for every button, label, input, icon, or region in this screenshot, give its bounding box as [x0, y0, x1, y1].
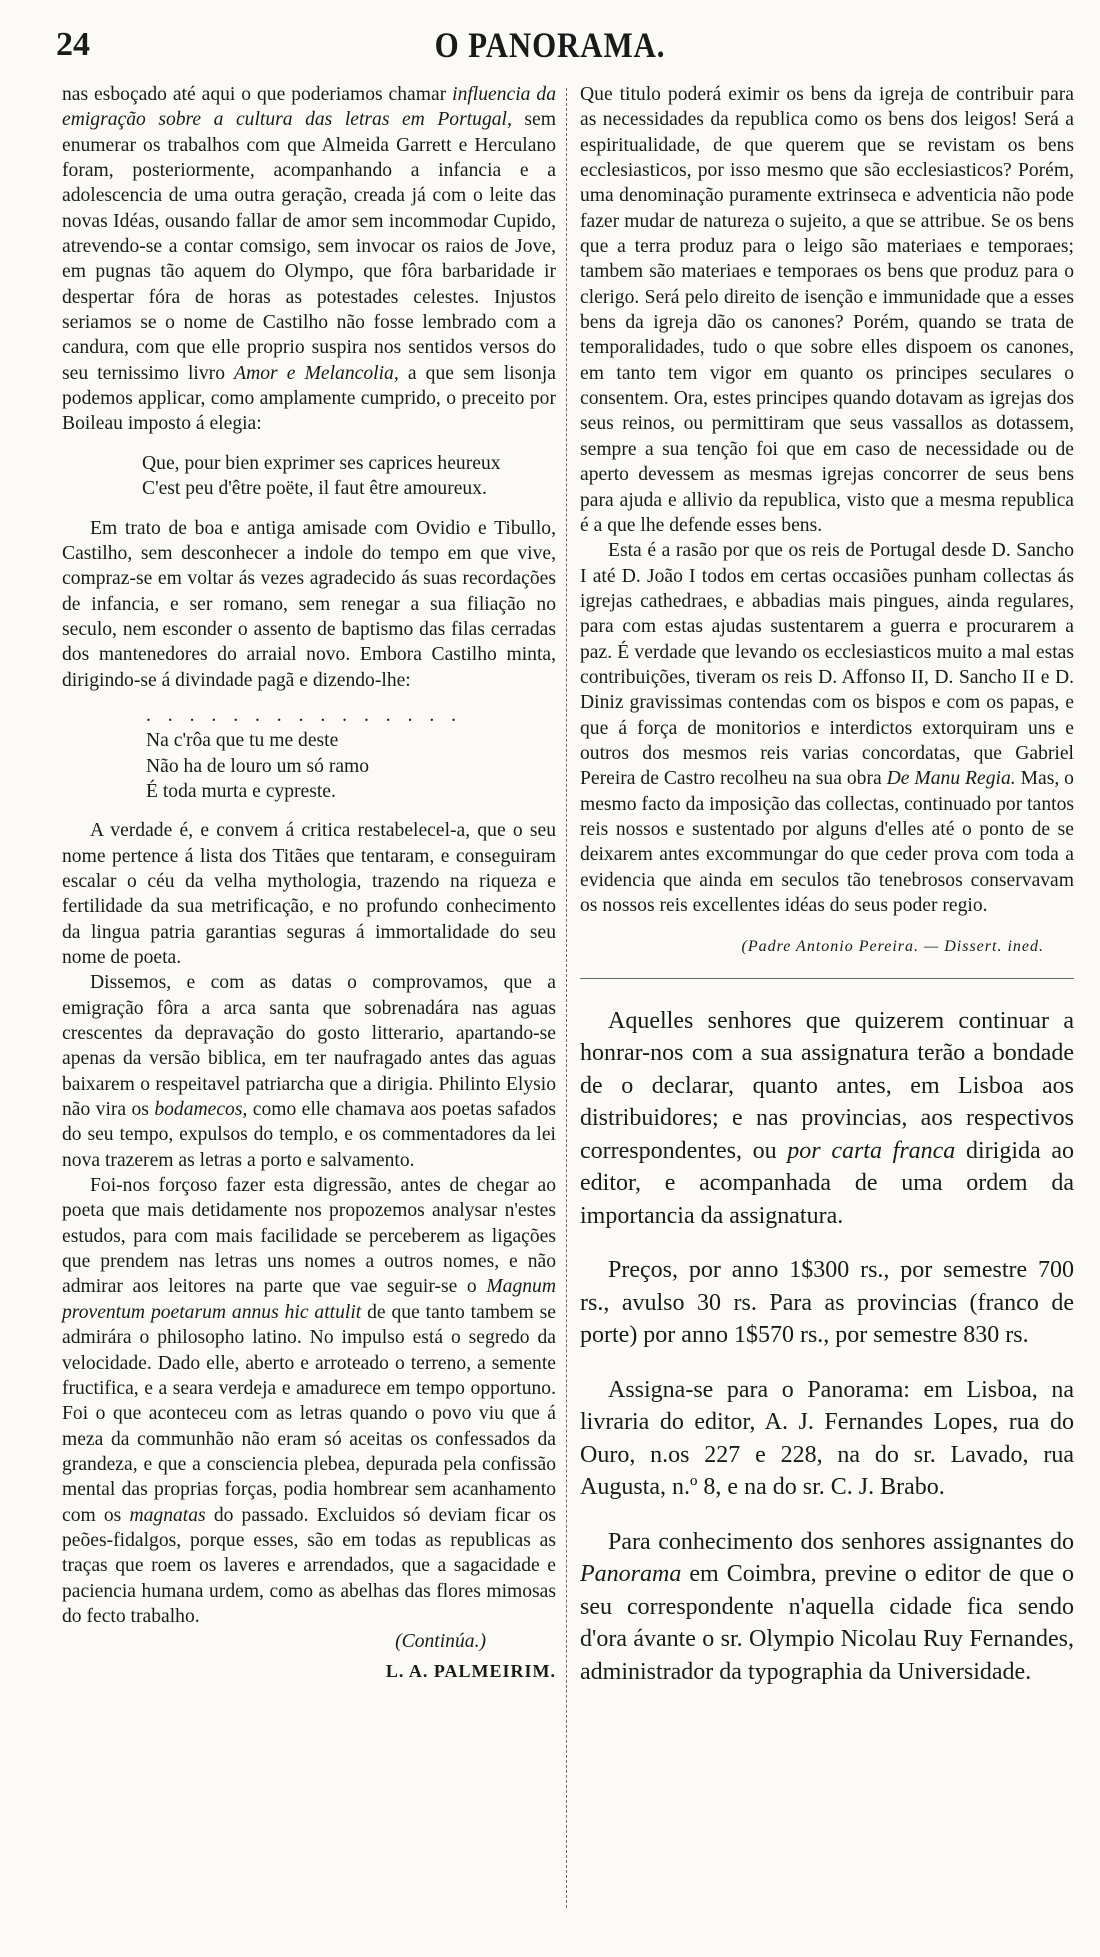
continued-note: (Continúa.): [395, 1631, 486, 1653]
text-run: sem enumerar os trabalhos com que Almeida Garrett e Herculano foram, posteriormente, acompanhando a infancia e a adolescencia de uma outra geração, creada já com o leite das novas Idéas, ousando fallar de amor sem incommodar Cupido, atrevendo-se a contar comsigo, sem invocar os raios de Jove, em pugnas tão aquem do Olympo, que fôra barbaridade ir despertar fóra de horas as potestades celestes. Injustos seriamos se o nome de Castilho não fosse lembrado com a candura, com que elle proprio suspira nos sentidos versos do seu ternissimo livro: [62, 109, 556, 384]
text-run: Mas, o mesmo facto da imposição das collectas, continuado por tantos reis nossos e sustentado por alguns d'elles até o ponto de se deixarem antes excommungar do que ceder prova com toda a evidencia que ainda em seculos tão tenebrosos conservavam os nossos reis excellentes idéas do seus poder regio.: [580, 768, 1074, 916]
right-column: [580, 82, 1074, 1710]
text-run: a que sem lisonja podemos applicar, como amplamente cumprido, o preceito por Boileau imposto á elegia:: [62, 362, 556, 435]
paragraph-intro: [62, 82, 556, 437]
text-run: como elle chamava aos poetas safados do seu tempo, expulsos do templo, e os commentadores da lei nova trazerem as letras a porto e salvamento.: [62, 1099, 556, 1171]
emphasis-text: magnatas: [129, 1504, 206, 1526]
paragraph-bens-igreja: Que titulo poderá eximir os bens da igreja de contribuir para as necessidades da republica como os bens dos leigos! Será a espiritualidade, de que querem que se revistam os bens ecclesiasticos, por isso mesmo que são ecclesiasticos? Porém, uma denominação puramente extrinseca e adventicia não pode fazer mudar de natureza o sujeito, a que se attribue. Se os bens que a terra produz para o leigo são materiaes e temporaes; tambem são materiaes e temporaes os bens que produz para o clerigo. Será pelo direito de isenção e immunidade que a esses bens da igreja dão os canones? Porém, quando se trata de temporalidades, tudo o que sobre elles dispoem os canones, em tanto tem vigor em quanto os principes seculares o consentem. Ora, estes principes quando dotavam as igrejas dos seus reinos, ou permittiram que seus vassallos as dotassem, sempre a sua tenção foi que em caso de necessidade ou de aperto devessem as mesmas igrejas concorrer de seus bens para ajuda e allivio da republica, visto que a mesma republica é a que lhe defende esses bens.: [580, 84, 1074, 536]
verse-line: É toda murta e cypreste.: [146, 780, 336, 802]
latin-quote: Magnum proventum poetarum annus hic attulit: [62, 1276, 556, 1323]
book-title: Amor e Melancolia,: [234, 362, 399, 384]
ellipsis-line: . . . . . . . . . . . . . . .: [146, 704, 463, 726]
quote-castilho: [146, 728, 556, 804]
masthead-title: O PANORAMA.: [434, 25, 666, 65]
left-column: [62, 82, 556, 1684]
text-run: Dissemos, e com as datas o comprovamos, que a emigração fôra a arca santa que sobrenadára nas aguas crescentes da depravação do gosto litterario, apartando-se apenas da versão biblica, em ter naufragado antes das aguas baixarem o respeitavel patriarcha que a dirigia. Philinto Elysio não vira os: [62, 972, 556, 1121]
text-run: Aquelles senhores que quizerem continuar a honrar-nos com a sua assignatura terão a bondade de o declarar, quanto antes, em Lisboa aos distribuidores; e nas provincias, aos respectivos correspondentes, ou: [580, 1007, 1074, 1164]
quote-boileau: [142, 451, 556, 502]
emphasis-text: influencia da emigração sobre a cultura das letras em Portugal,: [62, 84, 556, 131]
paragraph-emigracao: [62, 970, 556, 1173]
verse-line: Que, pour bien exprimer ses caprices heureux: [142, 452, 501, 474]
emphasis-text: bodamecos,: [154, 1099, 248, 1121]
verse-line: Não ha de louro um só ramo: [146, 755, 370, 777]
emphasis-text: por carta franca: [787, 1137, 956, 1164]
column-divider: [566, 88, 567, 1908]
text-run: em Coimbra, previne o editor de que o seu correspondente n'aquella cidade fica sendo d'ora ávante o sr. Olympio Nicolau Ruy Fernandes, administrador da typographia da Universidade.: [580, 1561, 1074, 1685]
verse-line: C'est peu d'être poëte, il faut être amoureux.: [142, 478, 487, 500]
author-signature: L. A. PALMEIRIM.: [385, 1660, 556, 1681]
paragraph-digressao: [62, 1173, 556, 1629]
subscription-notice: [580, 1005, 1074, 1689]
text-run: nas esboçado até aqui o que poderiamos chamar: [62, 84, 453, 105]
text-run: Para conhecimento dos senhores assignantes do: [608, 1528, 1074, 1555]
emphasis-text: Panorama: [580, 1561, 682, 1588]
notice-coimbra: [580, 1526, 1074, 1689]
notice-renewal: [580, 1005, 1074, 1233]
text-run: do passado. Excluidos só deviam ficar os peões-fidalgos, porque esses, são em todas as republicas as traças que roem os laveres e arrendados, que a sagacidade e paciencia humana urdem, como as abelhas das flores mimosas do fecto trabalho.: [62, 1504, 556, 1627]
book-title: De Manu Regia.: [886, 768, 1016, 790]
notice-where-to-subscribe: Assigna-se para o Panorama: em Lisboa, na livraria do editor, A. J. Fernandes Lopes, rua do Ouro, n.os 227 e 228, na do sr. Lavado, rua Augusta, n.º 8, e na do sr. C. J. Brabo.: [580, 1376, 1074, 1501]
paragraph-castilho: Em trato de boa e antiga amisade com Ovidio e Tibullo, Castilho, sem desconhecer a indole do tempo em que vive, compraz-se em voltar ás vezes agradecido ás suas recordações de infancia, e ser romano, sem renegar a sua filiação no seculo, nem esconder o assento de baptismo das filas cerradas dos mantenedores do arraial novo. Embora Castilho minta, dirigindo-se á divindade pagã e dizendo-lhe:: [62, 517, 556, 691]
notice-prices: Preços, por anno 1$300 rs., por semestre 700 rs., avulso 30 rs. Para as provincias (franco de porte) por anno 1$570 rs., por semestre 830 rs.: [580, 1257, 1074, 1349]
text-run: Esta é a rasão por que os reis de Portugal desde D. Sancho I até D. João I todos em certas occasiões punham collectas ás igrejas cathedraes, e abbadias mais pingues, ainda regulares, para com estas ajudas sustentarem a guerra e procurarem a paz. É verdade que levando os ecclesiasticos muito a mal estas contribuições, tiveram os reis D. Affonso II, D. Sancho II e D. Diniz gravissimas contendas com os bispos e com os papas, e que á força de monitorios e interdictos extorquiram uns e outros dos mesmos reis varias concordatas, que Gabriel Pereira de Castro recolheu na sua obra: [580, 540, 1074, 790]
verse-line: Na c'rôa que tu me deste: [146, 730, 339, 752]
page-number: 24: [56, 26, 90, 63]
section-rule: [580, 978, 1074, 979]
text-run: de que tanto tambem se admirára o philosopho latino. No impulso está o segredo da velocidade. Dado elle, aberto e arroteado o terreno, a semente fructifica, e a seara verdeja e amadurece em tempo opportuno. Foi o que aconteceu com as letras quando o povo viu que á meza da communhão não eram só aceitas os confessados da grandeza, e que a consciencia plebea, depurada pela confissão mental das proprias forças, podia hombrear sem acanhamento com os: [62, 1301, 556, 1526]
paragraph-verdade: A verdade é, e convem á critica restabelecel-a, que o seu nome pertence á lista dos Titães que tentaram, e conseguiram escalar o céu da velha mythologia, trazendo na riqueza e fertilidade da sua metrificação, e no profundo conhecimento da lingua patria garantias seguras á immortalidade do seu nome de poeta.: [62, 820, 556, 968]
text-run: Foi-nos forçoso fazer esta digressão, antes de chegar ao poeta que mais detidamente nos propozemos analysar n'estes estudos, para com mais facilidade se perceberem as ligações que prendem nas letras uns nomes a outros nomes, e não admirar aos leitores na parte que vae seguir-se o: [62, 1175, 556, 1298]
source-citation: (Padre Antonio Pereira. — Dissert. ined.: [741, 938, 1044, 956]
paragraph-reis-portugal: [580, 538, 1074, 918]
text-run: dirigida ao editor, e acompanhada de uma ordem da importancia da assignatura.: [580, 1137, 1074, 1229]
